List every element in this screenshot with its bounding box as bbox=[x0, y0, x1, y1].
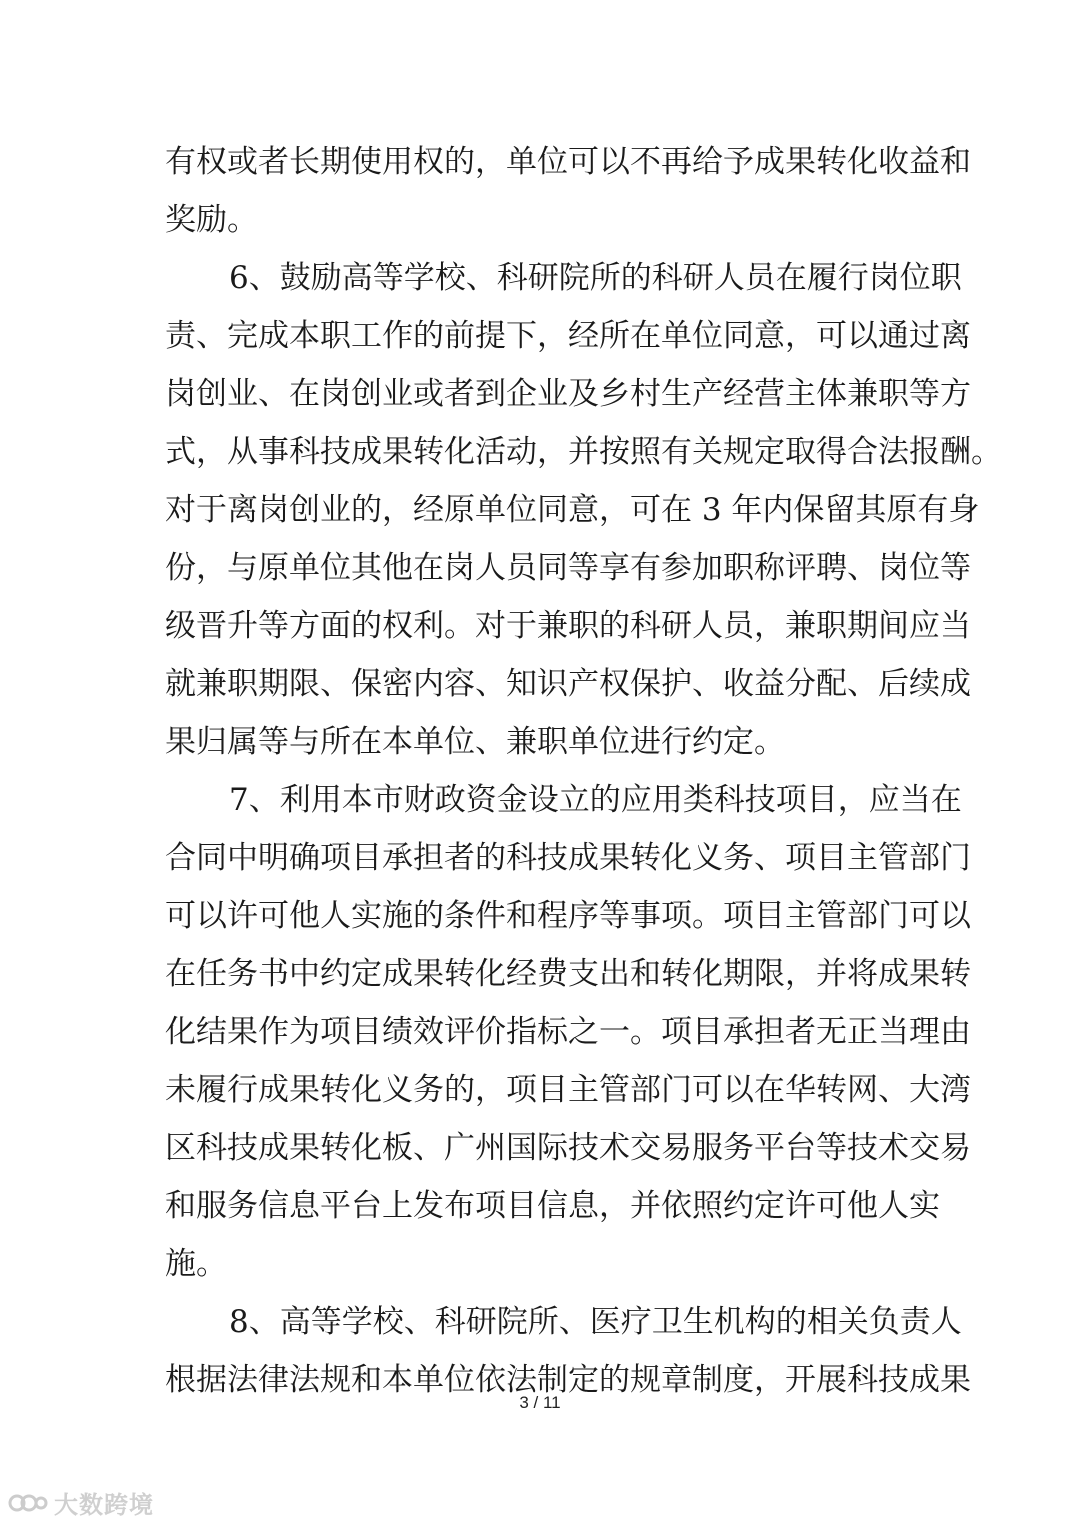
text-line-9: 级晋升等方面的权利。对于兼职的科研人员，兼职期间应当 bbox=[165, 608, 971, 644]
text-line-1: 有权或者长期使用权的，单位可以不再给予成果转化收益和 bbox=[165, 144, 971, 180]
page-number: 3 / 11 bbox=[519, 1393, 561, 1412]
text-line-7: 对于离岗创业的，经原单位同意，可在 3 年内保留其原有身 bbox=[165, 492, 980, 528]
text-line-20: 施。 bbox=[165, 1246, 227, 1282]
text-line-11: 果归属等与所在本单位、兼职单位进行约定。 bbox=[165, 724, 785, 760]
text-line-18: 区科技成果转化板、广州国际技术交易服务平台等技术交易 bbox=[165, 1130, 971, 1166]
text-line-10: 就兼职期限、保密内容、知识产权保护、收益分配、后续成 bbox=[165, 666, 971, 702]
text-line-5: 岗创业、在岗创业或者到企业及乡村生产经营主体兼职等方 bbox=[165, 376, 971, 412]
text-line-8: 份，与原单位其他在岗人员同等享有参加职称评聘、岗位等 bbox=[165, 550, 971, 586]
text-line-19: 和服务信息平台上发布项目信息，并依照约定许可他人实 bbox=[165, 1188, 940, 1224]
text-line-17: 未履行成果转化义务的，项目主管部门可以在华转网、大湾 bbox=[165, 1072, 971, 1108]
watermark bbox=[8, 1484, 154, 1520]
text-line-3: 6、鼓励高等学校、科研院所的科研人员在履行岗位职 bbox=[229, 260, 962, 296]
text-line-16: 化结果作为项目绩效评价指标之一。项目承担者无正当理由 bbox=[165, 1014, 971, 1050]
text-line-2: 奖励。 bbox=[165, 202, 258, 238]
text-line-6: 式，从事科技成果转化活动，并按照有关规定取得合法报酬。 bbox=[165, 434, 1002, 470]
text-line-22: 根据法律法规和本单位依法制定的规章制度，开展科技成果 bbox=[165, 1362, 971, 1398]
text-line-21: 8、高等学校、科研院所、医疗卫生机构的相关负责人 bbox=[229, 1304, 962, 1340]
text-line-13: 合同中明确项目承担者的科技成果转化义务、项目主管部门 bbox=[165, 840, 971, 876]
text-line-12: 7、利用本市财政资金设立的应用类科技项目，应当在 bbox=[229, 782, 962, 818]
text-line-15: 在任务书中约定成果转化经费支出和转化期限，并将成果转 bbox=[165, 956, 971, 992]
watermark-text: 大数跨境 bbox=[54, 1490, 154, 1519]
text-line-4: 责、完成本职工作的前提下，经所在单位同意，可以通过离 bbox=[165, 318, 971, 354]
text-line-14: 可以许可他人实施的条件和程序等事项。项目主管部门可以 bbox=[165, 898, 971, 934]
dashuju-logo-icon bbox=[8, 1486, 48, 1518]
